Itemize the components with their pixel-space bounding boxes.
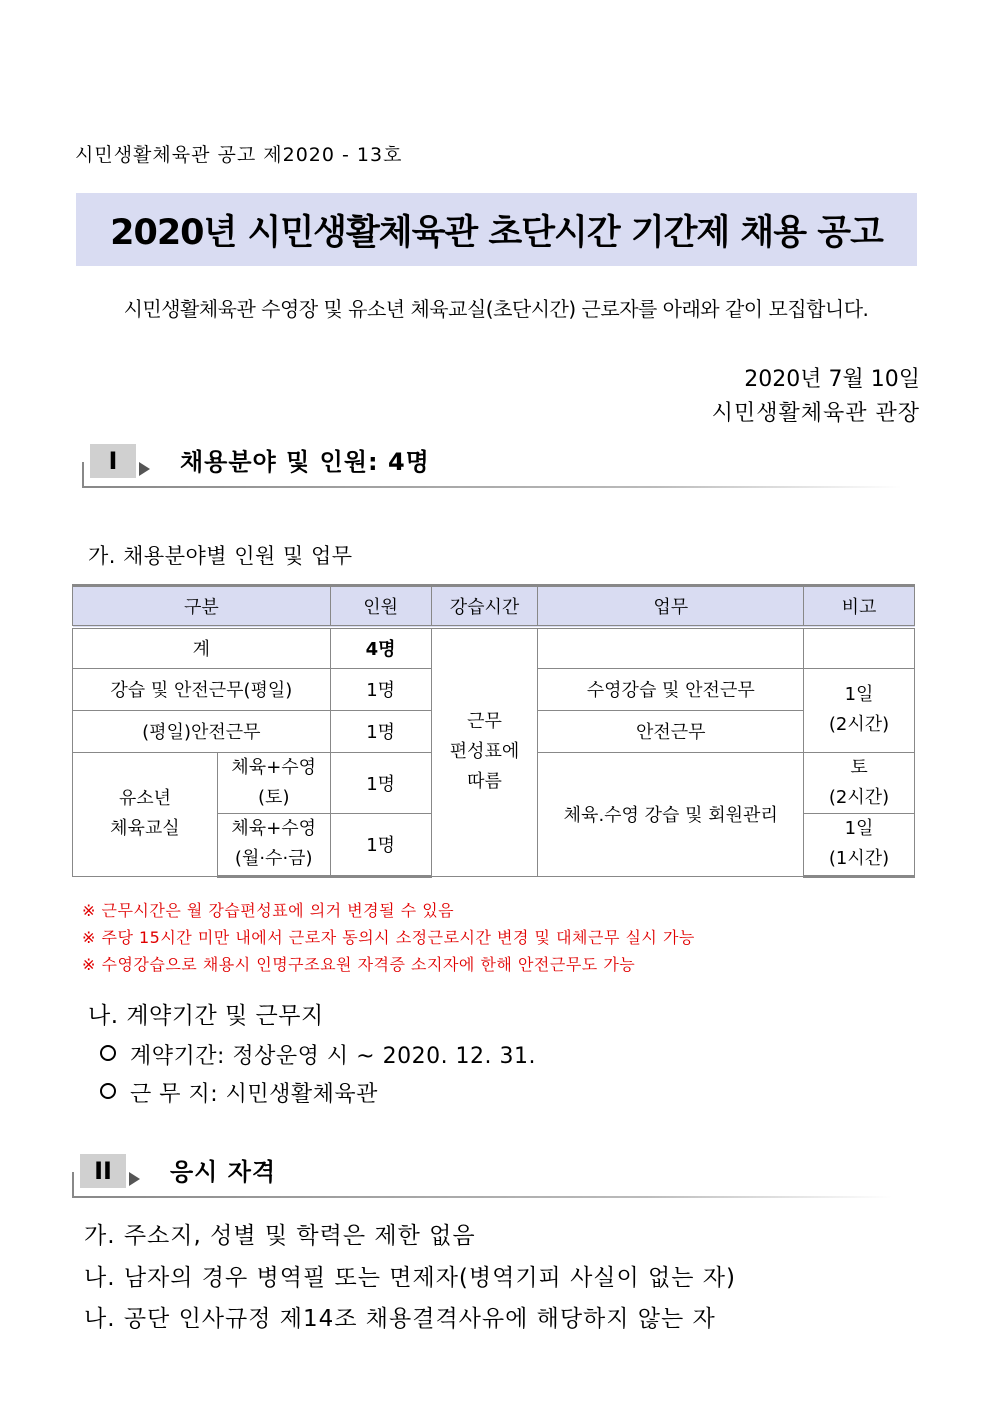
time-line: 따름 [467, 771, 502, 793]
youth-line: 체육교실 [110, 818, 180, 839]
triangle-arrow-icon [129, 1172, 140, 1186]
row-count: 1명 [330, 752, 431, 813]
section-underline [82, 486, 902, 488]
row-remark [804, 752, 915, 813]
youth-duty: 체육.수영 강습 및 회원관리 [538, 752, 804, 876]
subsection-a: 가. 채용분야별 인원 및 업무 [88, 544, 353, 568]
circle-bullet-icon [100, 1045, 116, 1061]
row-subcategory [217, 813, 330, 876]
section-bracket-line [82, 462, 84, 488]
qualification-item: 나. 남자의 경우 병역필 또는 면제자(병역기피 사실이 없는 자) [84, 1265, 736, 1291]
section2-heading: 응시 자격 [170, 1158, 277, 1186]
sub-line: 체육+수영 [231, 756, 317, 778]
contract-period-item [100, 1039, 536, 1070]
time-line: 편성표에 [449, 741, 520, 763]
section1-heading: 채용분야 및 인원: 4명 [180, 448, 430, 476]
note-line: ※ 수영강습으로 채용시 인명구조요원 자격증 소지자에 한해 안전근무도 가능 [82, 955, 636, 974]
issuer: 시민생활체육관 관장 [711, 401, 920, 426]
row-duty: 수영강습 및 안전근무 [538, 668, 804, 710]
row-duty: 안전근무 [538, 710, 804, 752]
row-remark [804, 668, 915, 752]
header-duty: 업무 [538, 586, 804, 628]
row-remark [804, 813, 915, 876]
note-line: ※ 주당 15시간 미만 내에서 근로자 동의시 소정근로시간 변경 및 대체근무 실시 가능 [82, 928, 695, 947]
sub-line: (토) [258, 786, 290, 808]
intro-text: 시민생활체육관 수영장 및 유소년 체육교실(초단시간) 근로자를 아래와 같이 모집합니다. [123, 297, 869, 321]
time-line: 근무 [467, 711, 502, 733]
row-subcategory [217, 752, 330, 813]
notes-block [82, 897, 695, 978]
sub-line: 체육+수영 [231, 818, 317, 839]
circle-bullet-icon [100, 1083, 116, 1099]
section1-header [82, 440, 902, 492]
notice-number: 시민생활체육관 공고 제2020 - 13호 [75, 144, 403, 166]
workplace: 근 무 지: 시민생활체육관 [130, 1082, 378, 1107]
youth-category [73, 752, 218, 876]
section2-header [72, 1150, 892, 1202]
title-banner [76, 193, 917, 266]
total-count: 4명 [330, 627, 431, 668]
header-category: 구분 [73, 586, 331, 628]
recruitment-table [72, 584, 915, 878]
sub-line: (월·수·금) [234, 848, 313, 869]
youth-line: 유소년 [118, 788, 171, 809]
time-cell [431, 627, 538, 876]
section-underline [72, 1196, 892, 1198]
row-count: 1명 [330, 710, 431, 752]
contract-period: 계약기간: 정상운영 시 ~ 2020. 12. 31. [130, 1044, 537, 1069]
total-remark [804, 627, 915, 668]
subsection-b: 나. 계약기간 및 근무지 [88, 1003, 324, 1029]
remark-line: (2시간) [828, 786, 890, 808]
remark-line: (1시간) [828, 848, 890, 869]
row-count: 1명 [330, 668, 431, 710]
remark-line: 토 [850, 756, 868, 778]
table-header-row [73, 586, 915, 628]
note-line: ※ 근무시간은 월 강습편성표에 의거 변경될 수 있음 [82, 901, 455, 920]
header-time: 강습시간 [431, 586, 538, 628]
table-row [73, 627, 915, 668]
section1-number: I [90, 444, 136, 478]
header-count: 인원 [330, 586, 431, 628]
section2-number: II [80, 1154, 126, 1188]
row-category: 강습 및 안전근무(평일) [73, 668, 331, 710]
header-remark: 비고 [804, 586, 915, 628]
notice-date: 2020년 7월 10일 [744, 367, 920, 392]
row-count: 1명 [330, 813, 431, 876]
section-bracket-line [72, 1172, 74, 1198]
workplace-item [100, 1077, 378, 1108]
page-title: 2020년 시민생활체육관 초단시간 기간제 채용 공고 [110, 212, 883, 253]
triangle-arrow-icon [139, 462, 150, 476]
remark-line: (2시간) [828, 714, 890, 735]
row-category: (평일)안전근무 [73, 710, 331, 752]
remark-line: 1일 [844, 818, 874, 839]
qualification-item: 나. 공단 인사규정 제14조 채용결격사유에 해당하지 않는 자 [84, 1306, 716, 1332]
total-label: 계 [73, 627, 331, 668]
remark-line: 1일 [844, 684, 874, 705]
qualification-item: 가. 주소지, 성별 및 학력은 제한 없음 [84, 1223, 476, 1249]
total-duty [538, 627, 804, 668]
